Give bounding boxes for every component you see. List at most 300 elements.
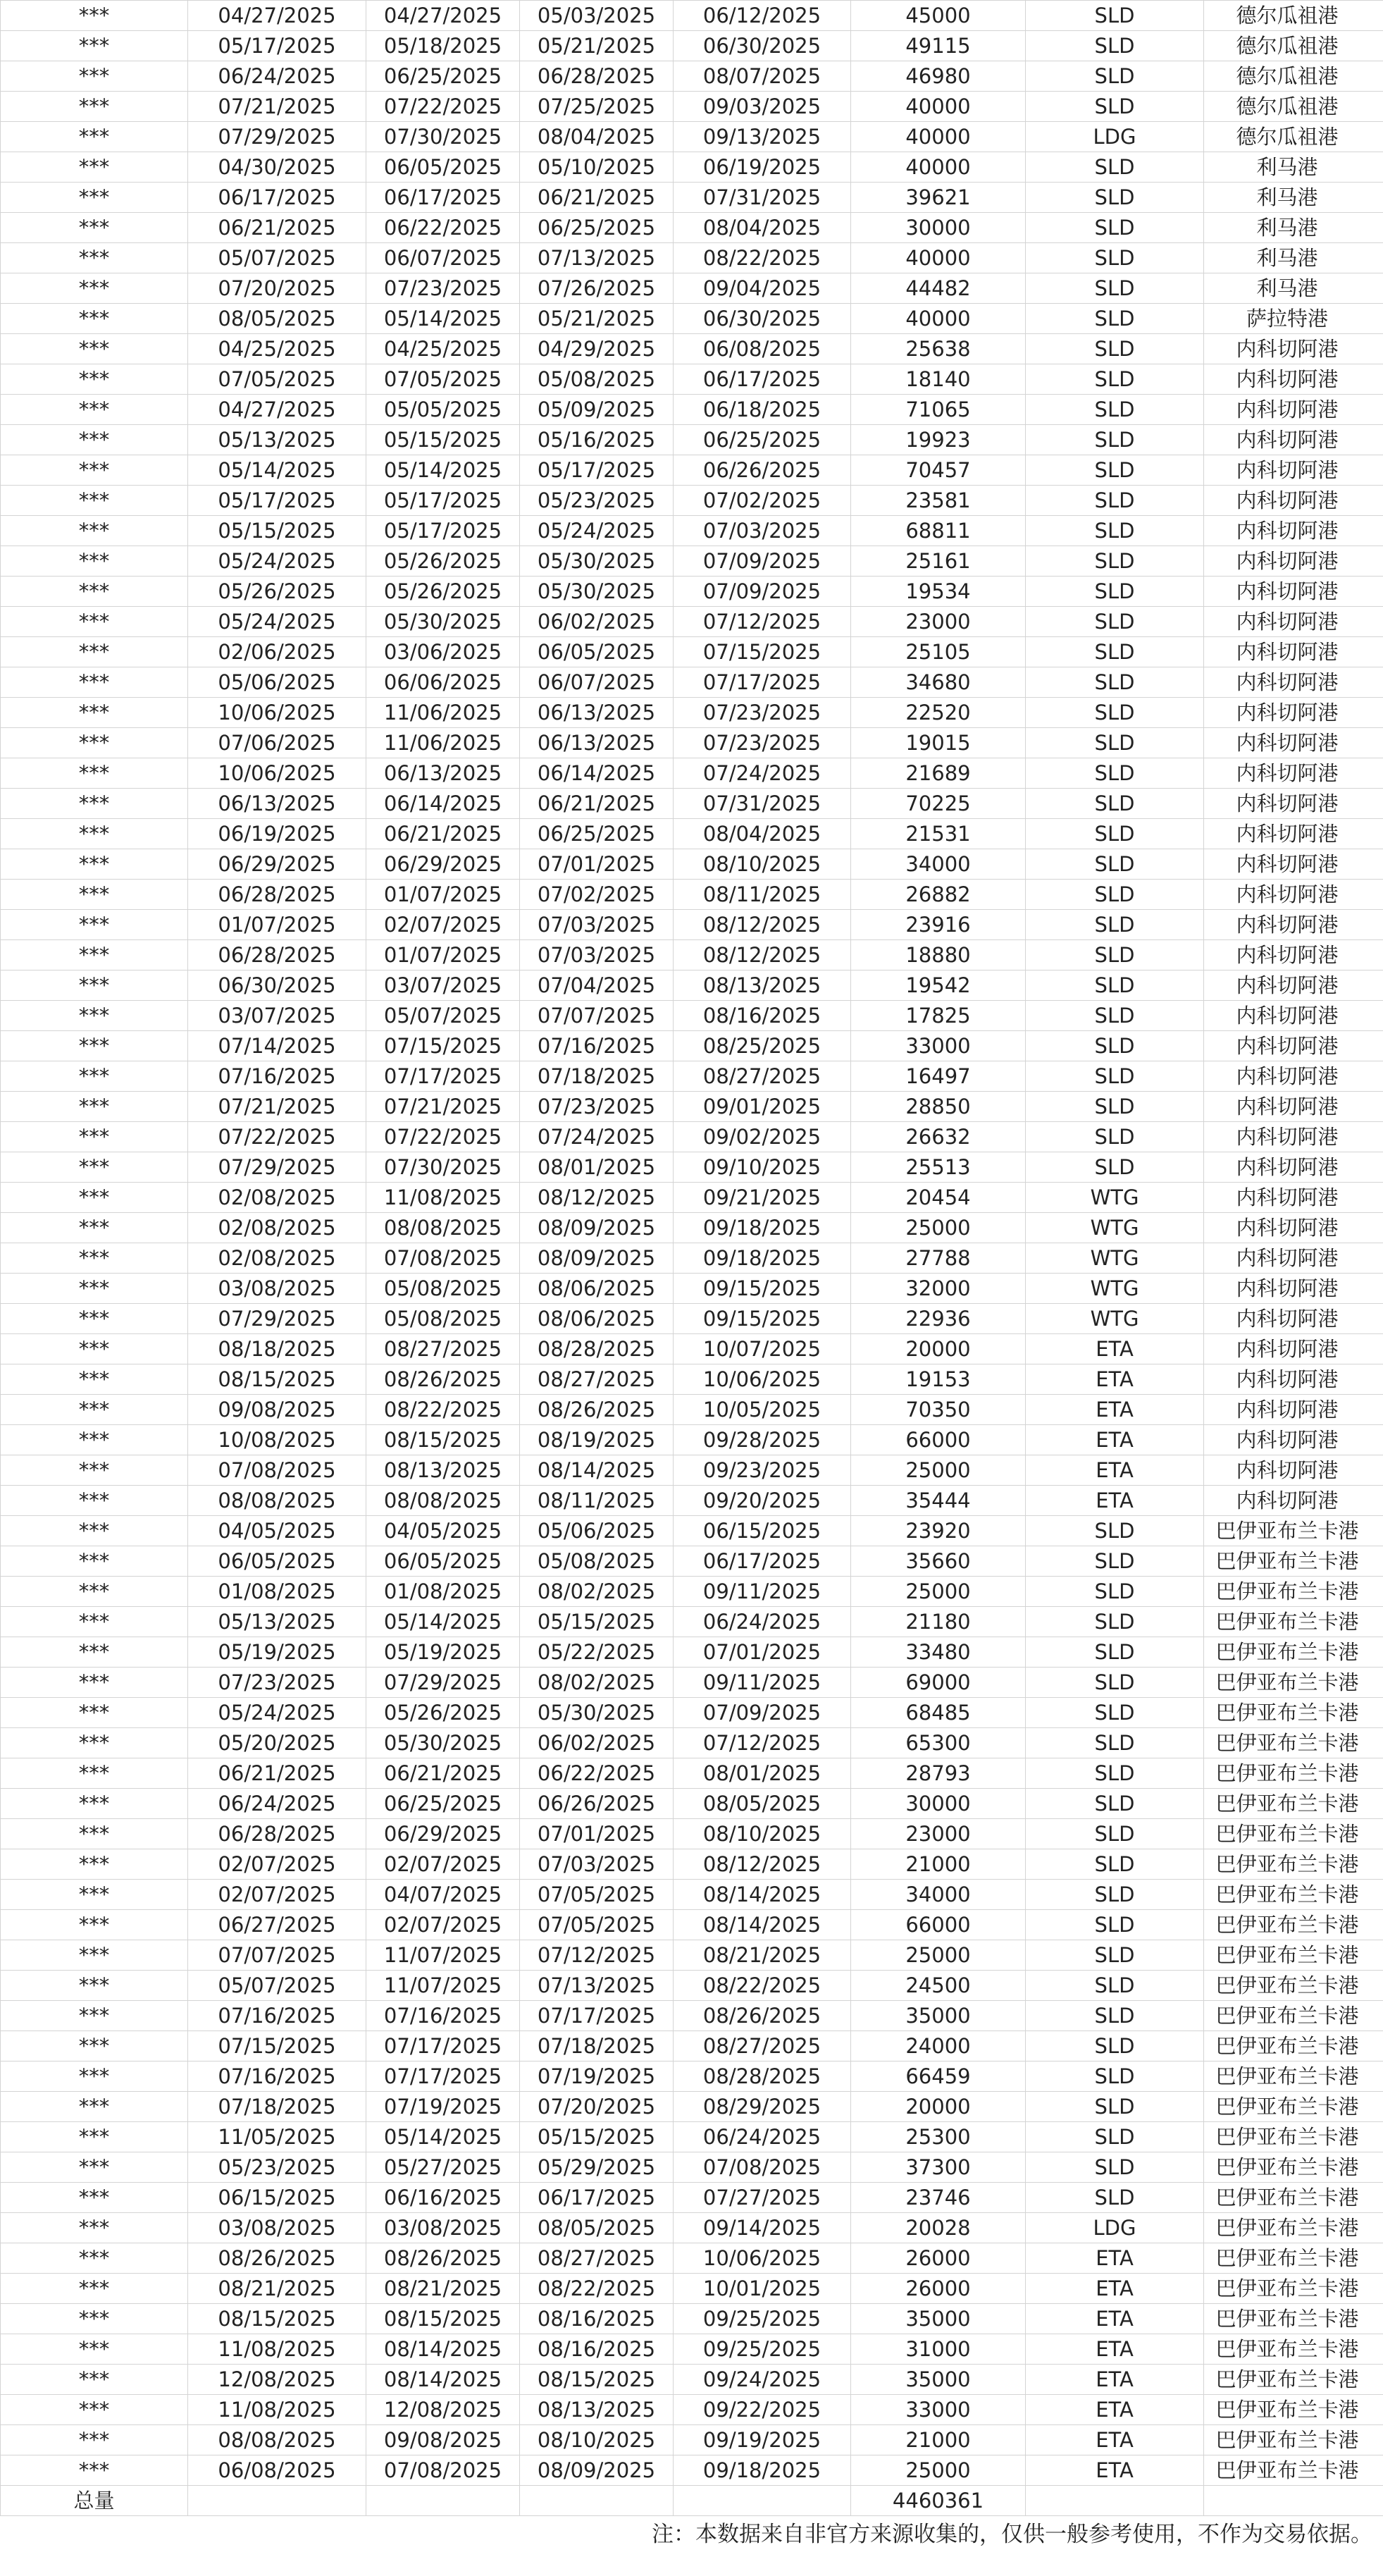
- date-cell-1: 07/22/2025: [188, 1122, 366, 1152]
- date-cell-3: 08/16/2025: [520, 2304, 674, 2334]
- volume-cell: 25000: [851, 1940, 1026, 1971]
- date-cell-4: 06/30/2025: [674, 31, 851, 61]
- date-cell-4: 09/15/2025: [674, 1274, 851, 1304]
- status-cell: SLD: [1026, 1971, 1204, 2001]
- volume-cell: 35660: [851, 1546, 1026, 1577]
- date-cell-3: 08/16/2025: [520, 2334, 674, 2365]
- date-cell-4: 09/25/2025: [674, 2334, 851, 2365]
- volume-cell: 68485: [851, 1698, 1026, 1728]
- empty-cell: [188, 2486, 366, 2516]
- date-cell-1: 06/21/2025: [188, 213, 366, 243]
- volume-cell: 23000: [851, 607, 1026, 637]
- empty-cell: [1204, 2486, 1383, 2516]
- port-cell: 内科切阿港: [1204, 607, 1383, 637]
- date-cell-3: 06/07/2025: [520, 667, 674, 698]
- port-cell: 内科切阿港: [1204, 1455, 1383, 1486]
- volume-cell: 66459: [851, 2062, 1026, 2092]
- status-cell: SLD: [1026, 2001, 1204, 2031]
- date-cell-4: 06/24/2025: [674, 2122, 851, 2152]
- status-cell: ETA: [1026, 2274, 1204, 2304]
- date-cell-1: 05/13/2025: [188, 1607, 366, 1637]
- table-row: [1, 273, 1383, 304]
- date-cell-2: 11/08/2025: [366, 1183, 520, 1213]
- volume-cell: 21180: [851, 1607, 1026, 1637]
- masked-name-cell: ***: [1, 1758, 188, 1789]
- date-cell-4: 08/29/2025: [674, 2092, 851, 2122]
- date-cell-2: 07/17/2025: [366, 2062, 520, 2092]
- date-cell-1: 07/08/2025: [188, 1455, 366, 1486]
- masked-name-cell: ***: [1, 61, 188, 92]
- masked-name-cell: ***: [1, 213, 188, 243]
- port-cell: 德尔瓜祖港: [1204, 1, 1383, 31]
- date-cell-3: 08/22/2025: [520, 2274, 674, 2304]
- date-cell-2: 08/14/2025: [366, 2365, 520, 2395]
- masked-name-cell: ***: [1, 1516, 188, 1546]
- masked-name-cell: ***: [1, 1, 188, 31]
- status-cell: SLD: [1026, 1758, 1204, 1789]
- port-cell: 内科切阿港: [1204, 1092, 1383, 1122]
- volume-cell: 21000: [851, 2425, 1026, 2455]
- table-row: [1, 1213, 1383, 1243]
- date-cell-2: 07/30/2025: [366, 122, 520, 152]
- date-cell-3: 06/13/2025: [520, 728, 674, 758]
- masked-name-cell: ***: [1, 2425, 188, 2455]
- date-cell-2: 06/13/2025: [366, 758, 520, 789]
- port-cell: 巴伊亚布兰卡港: [1204, 2274, 1383, 2304]
- date-cell-3: 06/28/2025: [520, 61, 674, 92]
- status-cell: SLD: [1026, 1, 1204, 31]
- date-cell-2: 06/07/2025: [366, 243, 520, 273]
- table-row: [1, 364, 1383, 395]
- status-cell: ETA: [1026, 2455, 1204, 2486]
- date-cell-4: 09/11/2025: [674, 1577, 851, 1607]
- status-cell: ETA: [1026, 2334, 1204, 2365]
- date-cell-1: 08/08/2025: [188, 2425, 366, 2455]
- date-cell-4: 08/14/2025: [674, 1880, 851, 1910]
- masked-name-cell: ***: [1, 880, 188, 910]
- port-cell: 利马港: [1204, 243, 1383, 273]
- port-cell: 内科切阿港: [1204, 728, 1383, 758]
- port-cell: 内科切阿港: [1204, 880, 1383, 910]
- volume-cell: 30000: [851, 1789, 1026, 1819]
- date-cell-1: 02/07/2025: [188, 1880, 366, 1910]
- port-cell: 内科切阿港: [1204, 1486, 1383, 1516]
- status-cell: WTG: [1026, 1304, 1204, 1334]
- status-cell: ETA: [1026, 1455, 1204, 1486]
- date-cell-2: 07/08/2025: [366, 2455, 520, 2486]
- empty-cell: [674, 2486, 851, 2516]
- port-cell: 内科切阿港: [1204, 1243, 1383, 1274]
- date-cell-3: 06/05/2025: [520, 637, 674, 667]
- date-cell-2: 08/22/2025: [366, 1395, 520, 1425]
- port-cell: 内科切阿港: [1204, 789, 1383, 819]
- volume-cell: 25513: [851, 1152, 1026, 1183]
- date-cell-2: 07/21/2025: [366, 1092, 520, 1122]
- volume-cell: 31000: [851, 2334, 1026, 2365]
- date-cell-4: 08/07/2025: [674, 61, 851, 92]
- volume-cell: 35000: [851, 2001, 1026, 2031]
- date-cell-3: 07/07/2025: [520, 1001, 674, 1031]
- date-cell-1: 11/08/2025: [188, 2395, 366, 2425]
- masked-name-cell: ***: [1, 1728, 188, 1758]
- status-cell: SLD: [1026, 1607, 1204, 1637]
- masked-name-cell: ***: [1, 1152, 188, 1183]
- date-cell-1: 02/07/2025: [188, 1849, 366, 1880]
- volume-cell: 35000: [851, 2365, 1026, 2395]
- date-cell-4: 08/22/2025: [674, 243, 851, 273]
- status-cell: SLD: [1026, 970, 1204, 1001]
- date-cell-2: 04/25/2025: [366, 334, 520, 364]
- date-cell-4: 09/20/2025: [674, 1486, 851, 1516]
- masked-name-cell: ***: [1, 1183, 188, 1213]
- table-footer: [1, 2486, 1383, 2516]
- date-cell-1: 01/08/2025: [188, 1577, 366, 1607]
- date-cell-2: 01/08/2025: [366, 1577, 520, 1607]
- date-cell-1: 06/29/2025: [188, 849, 366, 880]
- date-cell-2: 02/07/2025: [366, 1910, 520, 1940]
- date-cell-4: 08/01/2025: [674, 1758, 851, 1789]
- date-cell-3: 08/11/2025: [520, 1486, 674, 1516]
- port-cell: 内科切阿港: [1204, 577, 1383, 607]
- status-cell: SLD: [1026, 2062, 1204, 2092]
- port-cell: 内科切阿港: [1204, 1395, 1383, 1425]
- date-cell-1: 06/15/2025: [188, 2183, 366, 2213]
- date-cell-1: 06/28/2025: [188, 1819, 366, 1849]
- date-cell-2: 06/29/2025: [366, 849, 520, 880]
- masked-name-cell: ***: [1, 1213, 188, 1243]
- date-cell-3: 08/02/2025: [520, 1577, 674, 1607]
- date-cell-1: 11/08/2025: [188, 2334, 366, 2365]
- port-cell: 内科切阿港: [1204, 546, 1383, 577]
- date-cell-1: 06/05/2025: [188, 1546, 366, 1577]
- date-cell-3: 05/09/2025: [520, 395, 674, 425]
- table-row: [1, 2425, 1383, 2455]
- port-cell: 巴伊亚布兰卡港: [1204, 2122, 1383, 2152]
- date-cell-3: 06/25/2025: [520, 819, 674, 849]
- masked-name-cell: ***: [1, 1455, 188, 1486]
- date-cell-2: 05/15/2025: [366, 425, 520, 455]
- table-row: [1, 1546, 1383, 1577]
- masked-name-cell: ***: [1, 486, 188, 516]
- date-cell-4: 07/27/2025: [674, 2183, 851, 2213]
- date-cell-2: 08/14/2025: [366, 2334, 520, 2365]
- date-cell-1: 03/07/2025: [188, 1001, 366, 1031]
- status-cell: ETA: [1026, 2365, 1204, 2395]
- table-row: [1, 1728, 1383, 1758]
- date-cell-1: 06/28/2025: [188, 880, 366, 910]
- masked-name-cell: ***: [1, 1607, 188, 1637]
- date-cell-3: 05/17/2025: [520, 455, 674, 486]
- date-cell-3: 07/01/2025: [520, 1819, 674, 1849]
- date-cell-3: 05/06/2025: [520, 1516, 674, 1546]
- masked-name-cell: ***: [1, 1243, 188, 1274]
- status-cell: SLD: [1026, 31, 1204, 61]
- date-cell-3: 07/02/2025: [520, 880, 674, 910]
- masked-name-cell: ***: [1, 1304, 188, 1334]
- port-cell: 巴伊亚布兰卡港: [1204, 1819, 1383, 1849]
- date-cell-3: 05/15/2025: [520, 1607, 674, 1637]
- status-cell: ETA: [1026, 2395, 1204, 2425]
- port-cell: 德尔瓜祖港: [1204, 61, 1383, 92]
- date-cell-1: 04/27/2025: [188, 395, 366, 425]
- table-row: [1, 940, 1383, 970]
- masked-name-cell: ***: [1, 1789, 188, 1819]
- date-cell-4: 06/19/2025: [674, 152, 851, 183]
- date-cell-2: 03/06/2025: [366, 637, 520, 667]
- date-cell-4: 10/07/2025: [674, 1334, 851, 1364]
- table-row: [1, 122, 1383, 152]
- status-cell: SLD: [1026, 1849, 1204, 1880]
- date-cell-4: 09/25/2025: [674, 2304, 851, 2334]
- date-cell-3: 07/12/2025: [520, 1940, 674, 1971]
- table-row: [1, 2304, 1383, 2334]
- date-cell-1: 02/08/2025: [188, 1183, 366, 1213]
- table-row: [1, 61, 1383, 92]
- port-cell: 巴伊亚布兰卡港: [1204, 2425, 1383, 2455]
- date-cell-2: 08/27/2025: [366, 1334, 520, 1364]
- date-cell-1: 03/08/2025: [188, 2213, 366, 2243]
- port-cell: 内科切阿港: [1204, 1122, 1383, 1152]
- date-cell-2: 05/17/2025: [366, 486, 520, 516]
- date-cell-2: 06/16/2025: [366, 2183, 520, 2213]
- volume-cell: 71065: [851, 395, 1026, 425]
- date-cell-1: 10/06/2025: [188, 698, 366, 728]
- port-cell: 利马港: [1204, 213, 1383, 243]
- masked-name-cell: ***: [1, 2031, 188, 2062]
- volume-cell: 25000: [851, 1455, 1026, 1486]
- masked-name-cell: ***: [1, 1334, 188, 1364]
- date-cell-2: 06/29/2025: [366, 1819, 520, 1849]
- date-cell-3: 05/22/2025: [520, 1637, 674, 1668]
- table-row: [1, 304, 1383, 334]
- volume-cell: 16497: [851, 1061, 1026, 1092]
- table-row: [1, 1910, 1383, 1940]
- volume-cell: 20000: [851, 2092, 1026, 2122]
- status-cell: SLD: [1026, 1001, 1204, 1031]
- date-cell-1: 06/17/2025: [188, 183, 366, 213]
- date-cell-2: 07/19/2025: [366, 2092, 520, 2122]
- masked-name-cell: ***: [1, 1910, 188, 1940]
- masked-name-cell: ***: [1, 516, 188, 546]
- date-cell-4: 07/12/2025: [674, 1728, 851, 1758]
- status-cell: SLD: [1026, 880, 1204, 910]
- masked-name-cell: ***: [1, 152, 188, 183]
- volume-cell: 26000: [851, 2243, 1026, 2274]
- date-cell-1: 05/26/2025: [188, 577, 366, 607]
- port-cell: 内科切阿港: [1204, 486, 1383, 516]
- table-row: [1, 31, 1383, 61]
- date-cell-3: 07/16/2025: [520, 1031, 674, 1061]
- status-cell: SLD: [1026, 1516, 1204, 1546]
- table-row: [1, 2092, 1383, 2122]
- table-row: [1, 2395, 1383, 2425]
- table-row: [1, 243, 1383, 273]
- date-cell-2: 07/15/2025: [366, 1031, 520, 1061]
- table-row: [1, 334, 1383, 364]
- date-cell-3: 08/06/2025: [520, 1274, 674, 1304]
- table-row: [1, 607, 1383, 637]
- table-row: [1, 1092, 1383, 1122]
- date-cell-4: 09/14/2025: [674, 2213, 851, 2243]
- date-cell-1: 05/17/2025: [188, 486, 366, 516]
- date-cell-3: 06/14/2025: [520, 758, 674, 789]
- masked-name-cell: ***: [1, 577, 188, 607]
- port-cell: 巴伊亚布兰卡港: [1204, 2365, 1383, 2395]
- date-cell-1: 07/29/2025: [188, 1304, 366, 1334]
- masked-name-cell: ***: [1, 819, 188, 849]
- port-cell: 萨拉特港: [1204, 304, 1383, 334]
- date-cell-3: 07/03/2025: [520, 1849, 674, 1880]
- port-cell: 内科切阿港: [1204, 1061, 1383, 1092]
- date-cell-3: 07/17/2025: [520, 2001, 674, 2031]
- port-cell: 巴伊亚布兰卡港: [1204, 2304, 1383, 2334]
- volume-cell: 19923: [851, 425, 1026, 455]
- date-cell-1: 03/08/2025: [188, 1274, 366, 1304]
- port-cell: 巴伊亚布兰卡港: [1204, 2092, 1383, 2122]
- port-cell: 内科切阿港: [1204, 516, 1383, 546]
- masked-name-cell: ***: [1, 2213, 188, 2243]
- status-cell: SLD: [1026, 667, 1204, 698]
- volume-cell: 66000: [851, 1910, 1026, 1940]
- port-cell: 巴伊亚布兰卡港: [1204, 2001, 1383, 2031]
- date-cell-4: 06/15/2025: [674, 1516, 851, 1546]
- table-row: [1, 2152, 1383, 2183]
- table-row: [1, 637, 1383, 667]
- volume-cell: 40000: [851, 122, 1026, 152]
- table-row: [1, 1455, 1383, 1486]
- status-cell: SLD: [1026, 910, 1204, 940]
- status-cell: ETA: [1026, 1425, 1204, 1455]
- table-row: [1, 2365, 1383, 2395]
- volume-cell: 23000: [851, 1819, 1026, 1849]
- date-cell-1: 08/21/2025: [188, 2274, 366, 2304]
- table-row: [1, 970, 1383, 1001]
- masked-name-cell: ***: [1, 31, 188, 61]
- date-cell-3: 05/08/2025: [520, 1546, 674, 1577]
- date-cell-2: 11/06/2025: [366, 698, 520, 728]
- date-cell-3: 08/10/2025: [520, 2425, 674, 2455]
- date-cell-2: 06/05/2025: [366, 1546, 520, 1577]
- date-cell-3: 05/30/2025: [520, 546, 674, 577]
- status-cell: SLD: [1026, 2152, 1204, 2183]
- volume-cell: 23746: [851, 2183, 1026, 2213]
- date-cell-3: 08/19/2025: [520, 1425, 674, 1455]
- date-cell-1: 10/08/2025: [188, 1425, 366, 1455]
- date-cell-2: 05/05/2025: [366, 395, 520, 425]
- date-cell-1: 05/14/2025: [188, 455, 366, 486]
- date-cell-1: 05/07/2025: [188, 243, 366, 273]
- date-cell-1: 06/30/2025: [188, 970, 366, 1001]
- status-cell: SLD: [1026, 789, 1204, 819]
- date-cell-3: 05/15/2025: [520, 2122, 674, 2152]
- date-cell-4: 06/17/2025: [674, 364, 851, 395]
- table-row: [1, 1637, 1383, 1668]
- date-cell-2: 12/08/2025: [366, 2395, 520, 2425]
- date-cell-1: 04/05/2025: [188, 1516, 366, 1546]
- date-cell-2: 06/21/2025: [366, 819, 520, 849]
- date-cell-4: 08/04/2025: [674, 819, 851, 849]
- date-cell-4: 09/18/2025: [674, 2455, 851, 2486]
- date-cell-2: 05/14/2025: [366, 304, 520, 334]
- port-cell: 巴伊亚布兰卡港: [1204, 2243, 1383, 2274]
- table-row: [1, 910, 1383, 940]
- date-cell-2: 06/05/2025: [366, 152, 520, 183]
- masked-name-cell: ***: [1, 273, 188, 304]
- volume-cell: 17825: [851, 1001, 1026, 1031]
- masked-name-cell: ***: [1, 1274, 188, 1304]
- date-cell-1: 12/08/2025: [188, 2365, 366, 2395]
- volume-cell: 44482: [851, 273, 1026, 304]
- volume-cell: 40000: [851, 243, 1026, 273]
- masked-name-cell: ***: [1, 1698, 188, 1728]
- date-cell-3: 06/26/2025: [520, 1789, 674, 1819]
- status-cell: SLD: [1026, 1880, 1204, 1910]
- date-cell-2: 05/30/2025: [366, 1728, 520, 1758]
- date-cell-4: 07/09/2025: [674, 577, 851, 607]
- volume-cell: 40000: [851, 92, 1026, 122]
- date-cell-2: 05/26/2025: [366, 1698, 520, 1728]
- date-cell-2: 11/06/2025: [366, 728, 520, 758]
- port-cell: 巴伊亚布兰卡港: [1204, 1971, 1383, 2001]
- volume-cell: 25105: [851, 637, 1026, 667]
- date-cell-2: 05/08/2025: [366, 1274, 520, 1304]
- volume-cell: 28850: [851, 1092, 1026, 1122]
- volume-cell: 40000: [851, 152, 1026, 183]
- table-row: [1, 425, 1383, 455]
- status-cell: WTG: [1026, 1274, 1204, 1304]
- volume-cell: 21000: [851, 1849, 1026, 1880]
- table-row: [1, 2001, 1383, 2031]
- masked-name-cell: ***: [1, 92, 188, 122]
- date-cell-1: 06/13/2025: [188, 789, 366, 819]
- status-cell: SLD: [1026, 92, 1204, 122]
- date-cell-1: 04/27/2025: [188, 1, 366, 31]
- table-row: [1, 1001, 1383, 1031]
- volume-cell: 22936: [851, 1304, 1026, 1334]
- masked-name-cell: ***: [1, 1819, 188, 1849]
- date-cell-2: 01/07/2025: [366, 940, 520, 970]
- status-cell: SLD: [1026, 61, 1204, 92]
- date-cell-4: 08/14/2025: [674, 1910, 851, 1940]
- table-row: [1, 1577, 1383, 1607]
- port-cell: 巴伊亚布兰卡港: [1204, 2455, 1383, 2486]
- port-cell: 内科切阿港: [1204, 819, 1383, 849]
- table-row: [1, 819, 1383, 849]
- masked-name-cell: ***: [1, 910, 188, 940]
- table-row: [1, 1758, 1383, 1789]
- date-cell-4: 08/10/2025: [674, 849, 851, 880]
- masked-name-cell: ***: [1, 607, 188, 637]
- date-cell-2: 06/21/2025: [366, 1758, 520, 1789]
- masked-name-cell: ***: [1, 1092, 188, 1122]
- masked-name-cell: ***: [1, 2365, 188, 2395]
- table-row: [1, 2122, 1383, 2152]
- date-cell-2: 04/27/2025: [366, 1, 520, 31]
- status-cell: SLD: [1026, 183, 1204, 213]
- status-cell: SLD: [1026, 516, 1204, 546]
- date-cell-3: 08/27/2025: [520, 1364, 674, 1395]
- volume-cell: 27788: [851, 1243, 1026, 1274]
- table-row: [1, 486, 1383, 516]
- date-cell-4: 08/28/2025: [674, 2062, 851, 2092]
- table-row: [1, 1668, 1383, 1698]
- status-cell: SLD: [1026, 152, 1204, 183]
- table-row: [1, 2334, 1383, 2365]
- table-row: [1, 1122, 1383, 1152]
- masked-name-cell: ***: [1, 637, 188, 667]
- volume-cell: 32000: [851, 1274, 1026, 1304]
- volume-cell: 33000: [851, 2395, 1026, 2425]
